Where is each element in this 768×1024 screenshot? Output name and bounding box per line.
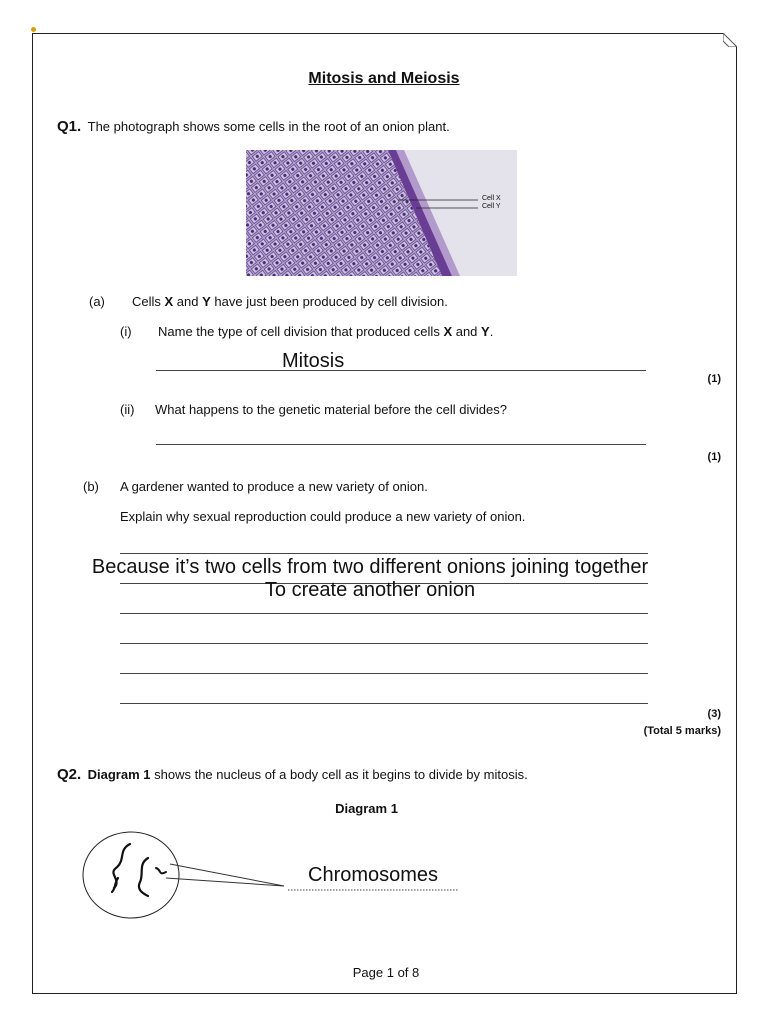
answer-line [120,703,648,704]
onion-root-photo [246,150,517,276]
q1-total-marks: (Total 5 marks) [643,725,721,737]
cell-y-label: Cell Y [482,203,501,210]
q1ai-label: (i) [120,324,132,339]
q1aii-label: (ii) [120,402,135,417]
q1b-label: (b) [83,479,99,494]
q1b-text1: A gardener wanted to produce a new variety of onion. [120,479,428,494]
answer-line [156,370,646,371]
page-fold-icon [723,33,737,47]
q1-line [57,118,450,136]
q1aii-text: What happens to the genetic material before the cell divides? [155,402,507,417]
answer-line [120,673,648,674]
q2-number: Q2. [57,766,82,783]
q1b-text2: Explain why sexual reproduction could produce a new variety of onion. [120,509,526,524]
q1b-marks: (3) [707,708,721,720]
answer-line [120,553,648,554]
diagram-title: Diagram 1 [335,801,398,816]
q1b-answer-line1: Because it’s two cells from two different onions joining together [91,556,649,578]
page-title: Mitosis and Meiosis [308,70,460,87]
q2-text: shows the nucleus of a body cell as it begins to divide by mitosis. [150,767,528,782]
q2-diagram-ref: Diagram 1 [87,767,151,782]
answer-line [120,643,648,644]
q1-number: Q1. [57,118,82,135]
q1ai-text: Name the type of cell division that produced cells X and Y. [158,324,494,339]
answer-line [120,613,648,614]
corner-mark [31,27,36,32]
q1b-answer-line2: To create another onion [264,579,476,601]
q1-text: The photograph shows some cells in the root of an onion plant. [87,119,450,134]
q1ai-answer: Mitosis [282,350,345,372]
cell-x-label: Cell X [482,195,501,202]
q1ai-marks: (1) [707,373,721,385]
page-footer: Page 1 of 8 [352,965,420,980]
q1a-text: Cells X and Y have just been produced by cell division. [132,294,448,309]
answer-line [156,444,646,445]
q1a-label: (a) [89,294,105,309]
chromosomes-answer: Chromosomes [308,864,439,886]
q1aii-marks: (1) [707,451,721,463]
q2-line [57,766,528,784]
